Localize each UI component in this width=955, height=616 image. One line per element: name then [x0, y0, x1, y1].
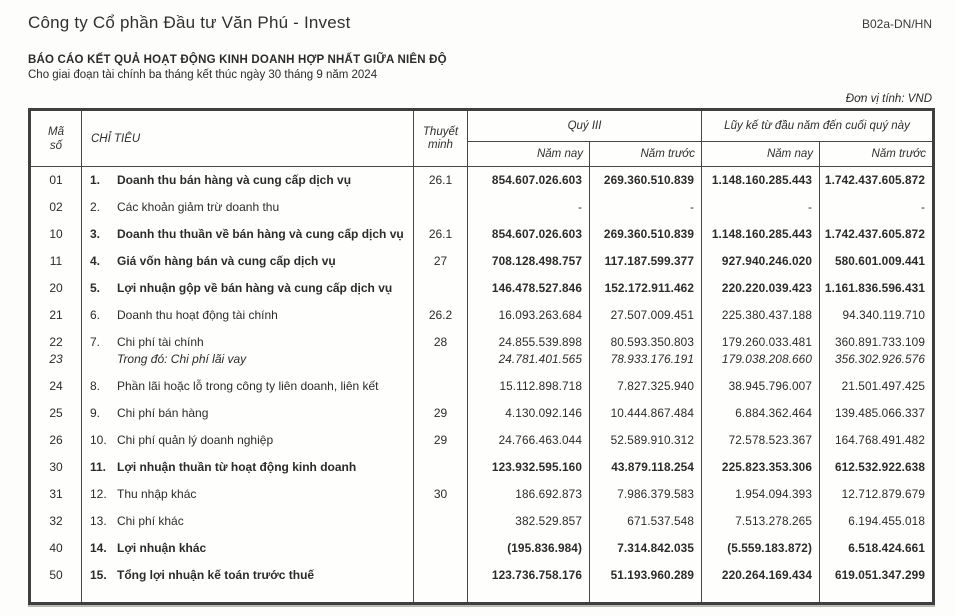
value-q3-prior: 7.314.842.035	[590, 535, 702, 562]
value-q3-current: 15.112.898.718	[468, 373, 590, 400]
row-code: 01	[30, 167, 82, 195]
value-q3-current: (195.836.984)	[468, 535, 590, 562]
value-q3-current: 123.932.595.160	[468, 454, 590, 481]
value-q3-current: 382.529.857	[468, 508, 590, 535]
table-row	[30, 454, 934, 481]
company-name: Công ty Cổ phần Đầu tư Văn Phú - Invest	[28, 13, 351, 32]
table-row	[30, 535, 934, 562]
table-spacer-row	[30, 589, 934, 604]
row-code: 26	[30, 427, 82, 454]
currency-unit-note: Đơn vị tính: VND	[845, 93, 932, 105]
table-row	[30, 167, 934, 195]
row-label: 12. Thu nhập khác	[82, 481, 414, 508]
row-label: 3. Doanh thu thuần về bán hàng và cung cấp dịch vụ	[82, 221, 414, 248]
row-label: 5. Lợi nhuận gộp về bán hàng và cung cấp dịch vụ	[82, 275, 414, 302]
row-note-ref	[414, 535, 468, 562]
table-row	[30, 221, 934, 248]
table-row	[30, 302, 934, 329]
value-q3-current: 4.130.092.146	[468, 400, 590, 427]
row-note-ref: 28	[414, 329, 468, 373]
column-header-note: Thuyết minh	[414, 110, 468, 167]
value-q3-prior: 27.507.009.451	[590, 302, 702, 329]
column-header-item: CHỈ TIÊU	[82, 110, 414, 167]
value-ytd-current: 1.148.160.285.443	[702, 221, 820, 248]
row-label: 4. Giá vốn hàng bán và cung cấp dịch vụ	[82, 248, 414, 275]
table-body	[30, 167, 934, 604]
column-header-quarter-group: Quý III	[468, 110, 702, 142]
row-label: 9. Chi phí bán hàng	[82, 400, 414, 427]
value-ytd-prior: 1.742.437.605.872	[820, 167, 934, 195]
row-code: 21	[30, 302, 82, 329]
row-code: 24	[30, 373, 82, 400]
value-ytd-current: 38.945.796.007	[702, 373, 820, 400]
row-code: 11	[30, 248, 82, 275]
table-row	[30, 275, 934, 302]
table-row	[30, 481, 934, 508]
table-row	[30, 248, 934, 275]
column-header-code: Mã số	[30, 110, 82, 167]
value-ytd-prior: 580.601.009.441	[820, 248, 934, 275]
row-note-ref	[414, 194, 468, 221]
row-note-ref: 26.1	[414, 221, 468, 248]
column-header-ytd-current-year: Năm nay	[702, 142, 820, 167]
value-q3-current: 854.607.026.603	[468, 221, 590, 248]
value-q3-prior: 51.193.960.289	[590, 562, 702, 589]
row-label: 6. Doanh thu hoạt động tài chính	[82, 302, 414, 329]
row-code: 50	[30, 562, 82, 589]
value-q3-prior: 7.986.379.583	[590, 481, 702, 508]
row-label: 1. Doanh thu bán hàng và cung cấp dịch vụ	[82, 167, 414, 195]
row-label: 8. Phần lãi hoặc lỗ trong công ty liên doanh, liên kết	[82, 373, 414, 400]
row-label: 14. Lợi nhuận khác	[82, 535, 414, 562]
table-row	[30, 508, 934, 535]
document-header	[0, 0, 955, 105]
form-code: B02a-DN/HN	[861, 17, 932, 31]
value-ytd-current: 7.513.278.265	[702, 508, 820, 535]
value-q3-prior: 671.537.548	[590, 508, 702, 535]
value-q3-current: 186.692.873	[468, 481, 590, 508]
row-code: 30	[30, 454, 82, 481]
value-ytd-current: 225.823.353.306	[702, 454, 820, 481]
value-ytd-prior: 1.161.836.596.431	[820, 275, 934, 302]
value-q3-prior: 152.172.911.462	[590, 275, 702, 302]
row-code: 02	[30, 194, 82, 221]
row-code: 22 23	[30, 329, 82, 373]
value-q3-current: 123.736.758.176	[468, 562, 590, 589]
value-q3-current: 854.607.026.603	[468, 167, 590, 195]
value-ytd-prior: 12.712.879.679	[820, 481, 934, 508]
row-label: 15. Tổng lợi nhuận kế toán trước thuế	[82, 562, 414, 589]
value-ytd-prior: 139.485.066.337	[820, 400, 934, 427]
table-row	[30, 194, 934, 221]
value-ytd-current: 72.578.523.367	[702, 427, 820, 454]
value-q3-prior: 80.593.350.803 78.933.176.191	[590, 329, 702, 373]
value-q3-current: 146.478.527.846	[468, 275, 590, 302]
row-code: 32	[30, 508, 82, 535]
value-q3-prior: 43.879.118.254	[590, 454, 702, 481]
column-header-q3-prior-year: Năm trước	[590, 142, 702, 167]
value-ytd-prior: 164.768.491.482	[820, 427, 934, 454]
row-note-ref: 27	[414, 248, 468, 275]
value-ytd-prior: 6.518.424.661	[820, 535, 934, 562]
row-note-ref: 29	[414, 427, 468, 454]
row-label: 13. Chi phí khác	[82, 508, 414, 535]
value-q3-current: 24.855.539.898 24.781.401.565	[468, 329, 590, 373]
value-ytd-prior: 6.194.455.018	[820, 508, 934, 535]
value-ytd-prior: 94.340.119.710	[820, 302, 934, 329]
value-ytd-prior: 21.501.497.425	[820, 373, 934, 400]
value-q3-prior: 52.589.910.312	[590, 427, 702, 454]
value-ytd-current: 225.380.437.188	[702, 302, 820, 329]
row-label: 11. Lợi nhuận thuần từ hoạt động kinh doanh	[82, 454, 414, 481]
value-ytd-current: 179.260.033.481 179.038.208.660	[702, 329, 820, 373]
row-code: 31	[30, 481, 82, 508]
row-code: 40	[30, 535, 82, 562]
value-ytd-current: (5.559.183.872)	[702, 535, 820, 562]
value-ytd-current: 1.148.160.285.443	[702, 167, 820, 195]
column-header-ytd-prior-year: Năm trước	[820, 142, 934, 167]
row-note-ref	[414, 562, 468, 589]
row-label: 2. Các khoản giảm trừ doanh thu	[82, 194, 414, 221]
row-note-ref	[414, 373, 468, 400]
column-header-q3-current-year: Năm nay	[468, 142, 590, 167]
value-ytd-prior: 619.051.347.299	[820, 562, 934, 589]
value-ytd-current: 220.264.169.434	[702, 562, 820, 589]
row-note-ref	[414, 275, 468, 302]
table-row	[30, 329, 934, 373]
value-q3-prior: 7.827.325.940	[590, 373, 702, 400]
table-row	[30, 427, 934, 454]
value-ytd-current: 1.954.094.393	[702, 481, 820, 508]
row-code: 20	[30, 275, 82, 302]
row-code: 10	[30, 221, 82, 248]
report-period: Cho giai đoạn tài chính ba tháng kết thúc ngày 30 tháng 9 năm 2024	[28, 69, 378, 81]
row-note-ref	[414, 508, 468, 535]
value-q3-prior: 269.360.510.839	[590, 167, 702, 195]
row-label: 10. Chi phí quản lý doanh nghiệp	[82, 427, 414, 454]
value-ytd-prior: 612.532.922.638	[820, 454, 934, 481]
value-ytd-current: -	[702, 194, 820, 221]
report-title: BÁO CÁO KẾT QUẢ HOẠT ĐỘNG KINH DOANH HỢP NHẤT GIỮA NIÊN ĐỘ	[28, 54, 447, 66]
value-q3-current: 24.766.463.044	[468, 427, 590, 454]
row-note-ref	[414, 454, 468, 481]
column-header-ytd-group: Lũy kế từ đầu năm đến cuối quý này	[702, 110, 934, 142]
row-note-ref: 26.2	[414, 302, 468, 329]
value-ytd-current: 927.940.246.020	[702, 248, 820, 275]
row-note-ref: 26.1	[414, 167, 468, 195]
value-q3-current: 16.093.263.684	[468, 302, 590, 329]
table-row	[30, 373, 934, 400]
value-q3-current: -	[468, 194, 590, 221]
value-q3-current: 708.128.498.757	[468, 248, 590, 275]
value-q3-prior: 10.444.867.484	[590, 400, 702, 427]
table-row	[30, 562, 934, 589]
value-q3-prior: 117.187.599.377	[590, 248, 702, 275]
value-q3-prior: -	[590, 194, 702, 221]
value-ytd-prior: -	[820, 194, 934, 221]
row-code: 25	[30, 400, 82, 427]
row-note-ref: 30	[414, 481, 468, 508]
value-ytd-current: 6.884.362.464	[702, 400, 820, 427]
income-statement-table	[28, 108, 935, 605]
table-header	[30, 110, 934, 167]
value-q3-prior: 269.360.510.839	[590, 221, 702, 248]
value-ytd-current: 220.220.039.423	[702, 275, 820, 302]
row-note-ref: 29	[414, 400, 468, 427]
value-ytd-prior: 1.742.437.605.872	[820, 221, 934, 248]
table-row	[30, 400, 934, 427]
value-ytd-prior: 360.891.733.109 356.302.926.576	[820, 329, 934, 373]
row-label: 7. Chi phí tài chính Trong đó: Chi phí lãi vay	[82, 329, 414, 373]
